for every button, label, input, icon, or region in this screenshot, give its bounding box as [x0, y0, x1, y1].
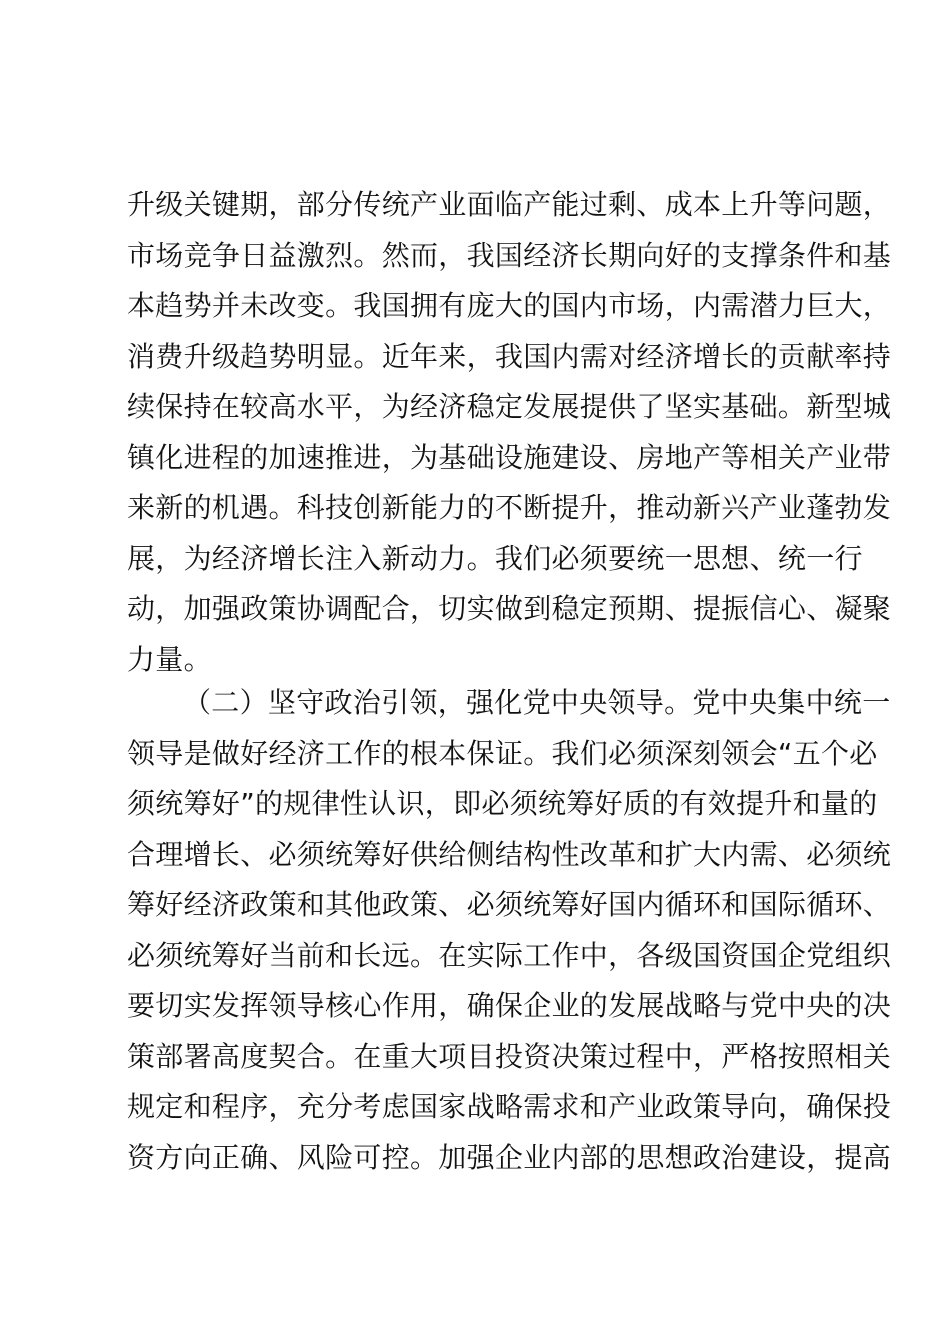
paragraph-2-line: 要切实发挥领导核心作用，确保企业的发展战略与党中央的决 [127, 989, 892, 1022]
paragraph-2-line: 筹好经济政策和其他政策、必须统筹好国内循环和国际循环、 [127, 888, 892, 921]
paragraph-2-first-text: （二）坚守政治引领，强化党中央领导。党中央集中统一 [183, 686, 891, 719]
paragraph-1-line: 消费升级趋势明显。近年来，我国内需对经济增长的贡献率持 [127, 339, 892, 373]
paragraph-2-line: 合理增长、必须统筹好供给侧结构性改革和扩大内需、必须统 [127, 837, 892, 871]
paragraph-2-line: 策部署高度契合。在重大项目投资决策过程中，严格按照相关 [127, 1039, 892, 1073]
paragraph-1 [127, 180, 892, 685]
paragraph-2-line: 规定和程序，充分考虑国家战略需求和产业政策导向，确保投 [127, 1090, 892, 1123]
paragraph-1-line: 来新的机遇。科技创新能力的不断提升，推动新兴产业蓬勃发 [127, 491, 892, 524]
paragraph-2-line: 须统筹好”的规律性认识，即必须统筹好质的有效提升和量的 [127, 787, 878, 820]
paragraph-2-heading-line [127, 678, 891, 729]
paragraph-1-line: 本趋势并未改变。我国拥有庞大的国内市场，内需潜力巨大， [127, 289, 892, 322]
paragraph-1-line: 市场竞争日益激烈。然而，我国经济长期向好的支撑条件和基 [127, 238, 892, 272]
paragraph-2 [127, 678, 892, 1183]
paragraph-2-line: 必须统筹好当前和长远。在实际工作中，各级国资国企党组织 [127, 938, 892, 972]
paragraph-1-line: 动，加强政策协调配合，切实做到稳定预期、提振信心、凝聚 [127, 592, 892, 625]
paragraph-1-line: 续保持在较高水平，为经济稳定发展提供了坚实基础。新型城 [127, 390, 892, 423]
paragraph-1-line: 镇化进程的加速推进，为基础设施建设、房地产等相关产业带 [127, 440, 892, 474]
paragraph-1-line: 展，为经济增长注入新动力。我们必须要统一思想、统一行 [127, 541, 863, 575]
paragraph-1-line: 力量。 [127, 642, 212, 676]
paragraph-2-line: 领导是做好经济工作的根本保证。我们必须深刻领会“五个必 [127, 736, 878, 770]
paragraph-2-line: 资方向正确、风险可控。加强企业内部的思想政治建设，提高 [127, 1140, 892, 1174]
paragraph-1-line: 升级关键期，部分传统产业面临产能过剩、成本上升等问题， [127, 188, 892, 221]
